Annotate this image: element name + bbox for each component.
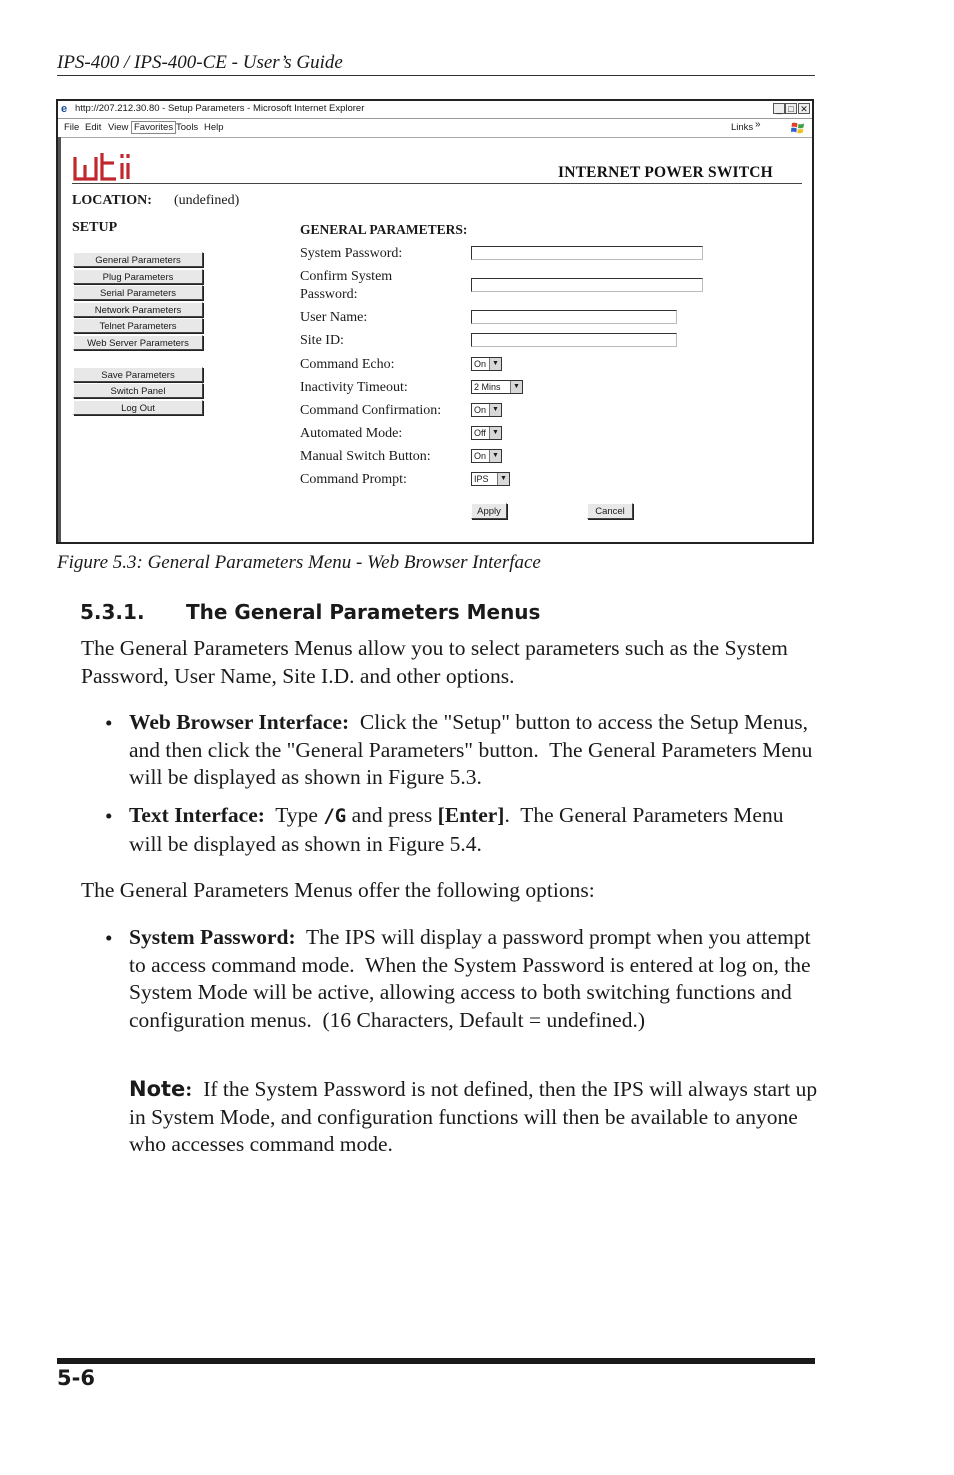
bullet-web-interface <box>129 709 819 792</box>
system-password-label: System Password: <box>300 246 403 261</box>
enter-key-label: [Enter] <box>437 803 505 827</box>
wti-logo <box>72 151 150 185</box>
confirm-password-field[interactable] <box>471 278 703 292</box>
bullet-text: The IPS will display a password prompt when you attempt to access command mode. When the System Password is entered at log on, the System Mode will be active, allowing access to both switching functions and configuration menus. (16 Characters, Default = undefined.) <box>129 925 816 1032</box>
bullet-text-interface <box>129 802 819 858</box>
command-prompt-label: Command Prompt: <box>300 472 407 487</box>
manual-switch-button-label: Manual Switch Button: <box>300 449 431 464</box>
manual-switch-button-select[interactable] <box>471 449 502 463</box>
bullet-marker: • <box>105 926 113 950</box>
command-echo-label: Command Echo: <box>300 357 395 372</box>
close-button[interactable]: ✕ <box>798 103 810 114</box>
setup-heading: SETUP <box>72 220 118 235</box>
note-colon: : <box>185 1077 193 1101</box>
bullet-text: . The General Parameters Menu will be displayed as shown in Figure 5.4. <box>129 803 789 856</box>
bullet-bold-label: System Password: <box>129 925 296 949</box>
window-title: http://207.212.30.80 - Setup Parameters - Microsoft Internet Explorer <box>75 103 365 114</box>
location-value: (undefined) <box>174 193 240 208</box>
section-title: The General Parameters Menus <box>186 600 541 624</box>
command-prompt-value: IPS <box>474 474 489 484</box>
section-number: 5.3.1. <box>80 600 145 624</box>
minimize-button[interactable]: _ <box>773 103 785 114</box>
footer-rule <box>57 1358 815 1364</box>
app-title: INTERNET POWER SWITCH <box>558 164 773 181</box>
apply-button[interactable]: Apply <box>471 503 507 519</box>
dropdown-arrow-icon: ▼ <box>497 473 509 485</box>
browser-screenshot-figure <box>56 99 814 544</box>
web-server-parameters-button[interactable]: Web Server Parameters <box>73 335 203 350</box>
plug-parameters-button[interactable]: Plug Parameters <box>73 269 203 284</box>
dropdown-arrow-icon: ▼ <box>489 427 501 439</box>
ie-icon: e <box>61 103 68 115</box>
bullet-bold-label: Web Browser Interface: <box>129 710 350 734</box>
command-confirmation-label: Command Confirmation: <box>300 403 442 418</box>
inactivity-timeout-select[interactable] <box>471 380 523 394</box>
automated-mode-label: Automated Mode: <box>300 426 403 441</box>
save-parameters-button[interactable]: Save Parameters <box>73 367 203 382</box>
options-intro: The General Parameters Menus offer the following options: <box>81 878 595 902</box>
note-label: Note <box>129 1077 186 1101</box>
bullet-marker: • <box>105 711 113 735</box>
log-out-button[interactable]: Log Out <box>73 400 203 415</box>
intro-paragraph: The General Parameters Menus allow you to select parameters such as the System Password, User Name, Site I.D. and other options. <box>81 636 788 688</box>
header-rule <box>57 75 815 76</box>
page-number: 5-6 <box>57 1366 95 1390</box>
menu-file[interactable]: File <box>64 122 80 133</box>
dropdown-arrow-icon: ▼ <box>489 450 501 462</box>
site-id-field[interactable] <box>471 333 677 347</box>
figure-caption: Figure 5.3: General Parameters Menu - Web Browser Interface <box>57 552 541 573</box>
page-frame-edge <box>58 137 61 542</box>
system-password-field[interactable] <box>471 246 703 260</box>
menu-tools[interactable]: Tools <box>176 122 199 133</box>
links-toolbar[interactable]: Links <box>731 122 754 133</box>
command-prompt-select[interactable] <box>471 472 510 486</box>
bullet-text: Click the "Setup" button to access the Setup Menus, and then click the "General Parameters" button. The General Parameters Menu will be displayed as shown in Figure 5.3. <box>129 710 818 789</box>
general-parameters-button[interactable]: General Parameters <box>73 252 203 267</box>
bullet-bold-label: Text Interface: <box>129 803 265 827</box>
menu-bar <box>58 119 812 138</box>
user-name-field[interactable] <box>471 310 677 324</box>
bullet-text: Type <box>264 803 324 827</box>
menu-favorites[interactable]: Favorites <box>131 121 176 134</box>
user-name-label: User Name: <box>300 310 368 325</box>
bullet-marker: • <box>105 804 113 828</box>
automated-mode-value: Off <box>474 428 486 438</box>
cancel-button[interactable]: Cancel <box>587 503 633 519</box>
menu-view[interactable]: View <box>108 122 129 133</box>
menu-help[interactable]: Help <box>204 122 224 133</box>
maximize-button[interactable]: □ <box>785 103 797 114</box>
serial-parameters-button[interactable]: Serial Parameters <box>73 285 203 300</box>
title-rule <box>72 183 802 184</box>
telnet-parameters-button[interactable]: Telnet Parameters <box>73 318 203 333</box>
command-echo-value: On <box>474 359 487 369</box>
command-confirmation-select[interactable] <box>471 403 502 417</box>
menu-edit[interactable]: Edit <box>85 122 102 133</box>
confirm-password-label: Confirm System Password: <box>300 269 393 302</box>
network-parameters-button[interactable]: Network Parameters <box>73 302 203 317</box>
inactivity-timeout-label: Inactivity Timeout: <box>300 380 408 395</box>
manual-switch-button-value: On <box>474 451 487 461</box>
running-header: IPS-400 / IPS-400-CE - User’s Guide <box>57 52 343 73</box>
window-titlebar <box>58 101 812 119</box>
note-text: If the System Password is not defined, then the IPS will always start up in System Mode, and configuration functions will then be available to anyone who accesses command mode. <box>129 1077 823 1156</box>
windows-flag-icon <box>790 120 806 136</box>
bullet-system-password <box>129 924 819 1034</box>
note-paragraph <box>129 1076 823 1159</box>
bullet-text: and press <box>346 803 438 827</box>
chevron-right-icon[interactable]: » <box>755 119 761 130</box>
dropdown-arrow-icon: ▼ <box>510 381 522 393</box>
location-label: LOCATION: <box>72 193 152 208</box>
inactivity-timeout-value: 2 Mins <box>474 382 501 392</box>
dropdown-arrow-icon: ▼ <box>489 358 501 370</box>
command-code: /G <box>323 805 347 827</box>
automated-mode-select[interactable] <box>471 426 502 440</box>
general-parameters-heading: GENERAL PARAMETERS: <box>300 222 468 237</box>
switch-panel-button[interactable]: Switch Panel <box>73 383 203 398</box>
dropdown-arrow-icon: ▼ <box>489 404 501 416</box>
command-confirmation-value: On <box>474 405 487 415</box>
command-echo-select[interactable] <box>471 357 502 371</box>
site-id-label: Site ID: <box>300 333 344 348</box>
